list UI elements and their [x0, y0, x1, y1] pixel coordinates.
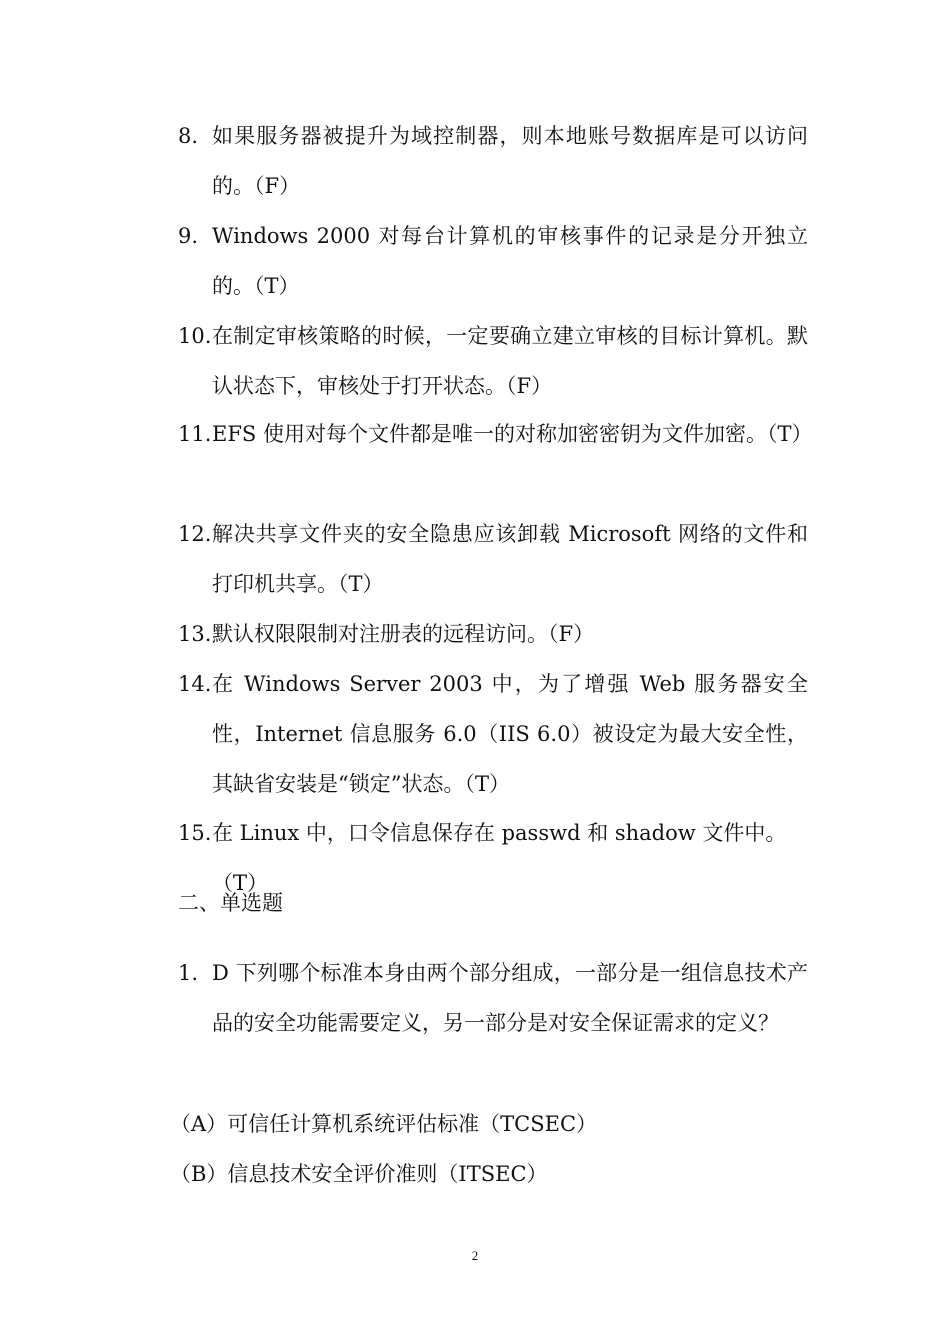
item-number: 15. [178, 821, 212, 845]
item-text: 在 Windows Server 2003 中，为了增强 Web 服务器安全性，Internet 信息服务 6.0（IIS 6.0）被设定为最大安全性，其缺省安装是“锁定”状态。（T） [212, 672, 808, 796]
tf-item-8 [178, 111, 808, 211]
section-title: 二、单选题 [178, 891, 283, 915]
option-a: （A）可信任计算机系统评估标准（TCSEC） [170, 1112, 598, 1136]
item-number: 8. [178, 124, 199, 148]
item-text: 在制定审核策略的时候，一定要确立建立审核的目标计算机。默认状态下，审核处于打开状态。（F） [212, 324, 808, 398]
tf-item-10 [178, 311, 808, 411]
item-text: Windows 2000 对每台计算机的审核事件的记录是分开独立的。（T） [212, 224, 808, 298]
item-number: 14. [178, 672, 212, 696]
item-number: 9. [178, 224, 199, 248]
tf-item-12 [178, 509, 808, 609]
page-number: 2 [471, 1248, 479, 1263]
tf-item-9 [178, 211, 808, 311]
tf-item-13 [178, 609, 808, 659]
item-number: 1. [178, 961, 199, 985]
option-b: （B）信息技术安全评价准则（ITSEC） [170, 1162, 548, 1186]
item-text: D 下列哪个标准本身由两个部分组成，一部分是一组信息技术产品的安全功能需要定义，另一部分是对安全保证需求的定义？ [212, 961, 808, 1035]
item-text: 默认权限限制对注册表的远程访问。（F） [212, 622, 595, 646]
item-text: EFS 使用对每个文件都是唯一的对称加密密钥为文件加密。（T） [212, 422, 813, 446]
item-text: 解决共享文件夹的安全隐患应该卸载 Microsoft 网络的文件和打印机共享。（T） [212, 522, 808, 596]
item-number: 13. [178, 622, 212, 646]
item-number: 12. [178, 522, 212, 546]
item-number: 11. [178, 422, 212, 446]
item-text: 在 Linux 中，口令信息保存在 passwd 和 shadow 文件中。（T） [212, 821, 787, 895]
item-text: 如果服务器被提升为域控制器，则本地账号数据库是可以访问的。（F） [212, 124, 808, 198]
tf-item-11 [178, 409, 813, 459]
item-number: 10. [178, 324, 212, 348]
tf-item-14 [178, 659, 808, 809]
mc-question-1 [178, 948, 808, 1048]
